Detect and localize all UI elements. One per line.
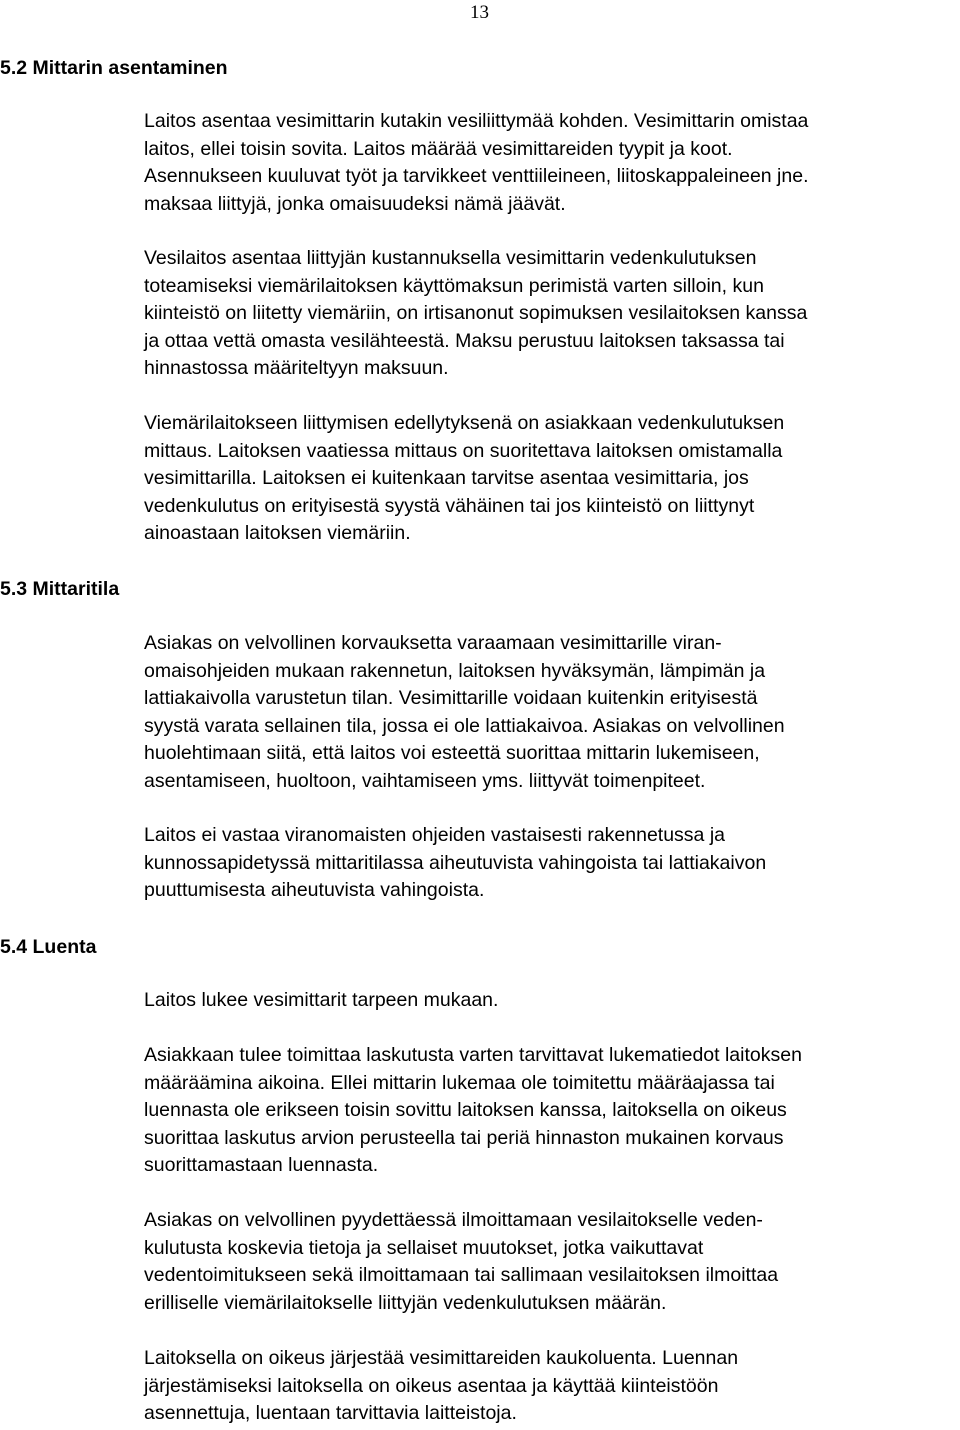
paragraph <box>144 630 944 795</box>
text-line: Asiakas on velvollinen pyydettäessä ilmoittamaan vesilaitokselle veden- <box>144 1209 763 1231</box>
text-line: asennettuja, luentaan tarvittavia laitteistoja. <box>144 1402 517 1424</box>
text-line: kiinteistö on liitetty viemäriin, on irtisanonut sopimuksen vesilaitoksen kanssa <box>144 302 808 324</box>
section-heading-5-3: 5.3 Mittaritila <box>0 578 120 600</box>
paragraph <box>144 410 944 548</box>
text-line: määräämina aikoina. Ellei mittarin lukemaa ole toimitettu määräajassa tai <box>144 1071 775 1094</box>
text-line: laitos, ellei toisin sovita. Laitos määrää vesimittareiden tyypit ja koot. <box>144 137 733 160</box>
text-line: Laitos lukee vesimittarit tarpeen mukaan. <box>144 989 499 1011</box>
text-line: syystä varata sellainen tila, jossa ei ole lattiakaivoa. Asiakas on velvollinen <box>144 714 785 737</box>
text-line: omaisohjeiden mukaan rakennetun, laitoksen hyväksymän, lämpimän ja <box>144 659 766 682</box>
section-heading-5-4: 5.4 Luenta <box>0 936 97 958</box>
section-heading-5-2: 5.2 Mittarin asentaminen <box>0 57 228 79</box>
text-line: asentamiseen, huoltoon, vaihtamiseen yms. liittyvät toimenpiteet. <box>144 769 706 792</box>
text-line: suorittamastaan luennasta. <box>144 1154 379 1176</box>
text-line: toteamiseksi viemärilaitoksen käyttömaksun perimistä varten silloin, kun <box>144 274 764 297</box>
text-line: vedentoimitukseen sekä ilmoittamaan tai sallimaan vesilaitoksen ilmoittaa <box>144 1264 779 1286</box>
paragraph <box>144 987 944 1015</box>
text-line: kulutusta koskevia tietoja ja sellaiset muutokset, jotka vaikuttavat <box>144 1236 704 1259</box>
paragraph <box>144 1207 944 1317</box>
paragraph <box>144 1345 944 1428</box>
text-line: ainoastaan laitoksen viemäriin. <box>144 522 411 544</box>
text-line: luennasta ole erikseen toisin sovittu laitoksen kanssa, laitoksella on oikeus <box>144 1099 787 1121</box>
paragraph <box>144 822 944 905</box>
text-line: Viemärilaitokseen liittymisen edellytyksenä on asiakkaan vedenkulutuksen <box>144 412 785 434</box>
text-line: Laitoksella on oikeus järjestää vesimittareiden kaukoluenta. Luennan <box>144 1347 739 1369</box>
text-line: Asiakkaan tulee toimittaa laskutusta varten tarvittavat lukematiedot laitoksen <box>144 1044 802 1066</box>
text-line: Asennukseen kuuluvat työt ja tarvikkeet venttiileineen, liitoskappaleineen jne. <box>144 165 809 187</box>
text-line: järjestämiseksi laitoksella on oikeus asentaa ja käyttää kiinteistöön <box>144 1374 719 1397</box>
paragraph <box>144 1042 944 1180</box>
text-line: Asiakas on velvollinen korvauksetta varaamaan vesimittarille viran- <box>144 632 722 654</box>
text-line: Laitos asentaa vesimittarin kutakin vesiliittymää kohden. Vesimittarin omistaa <box>144 110 809 132</box>
text-line: vedenkulutus on erityisestä syystä vähäinen tai jos kiinteistö on liittynyt <box>144 494 755 517</box>
text-line: erilliselle viemärilaitokselle liittyjän vedenkulutuksen määrän. <box>144 1291 667 1314</box>
text-line: Laitos ei vastaa viranomaisten ohjeiden vastaisesti rakennetussa ja <box>144 824 726 846</box>
text-line: suorittaa laskutus arvion perusteella tai periä hinnaston mukainen korvaus <box>144 1126 784 1149</box>
page-number: 13 <box>470 2 489 23</box>
text-line: lattiakaivolla varustetun tilan. Vesimittarille voidaan kuitenkin erityisestä <box>144 687 758 709</box>
paragraph <box>144 108 944 218</box>
text-line: hinnastossa määriteltyyn maksuun. <box>144 357 449 379</box>
text-line: puuttumisesta aiheutuvista vahingoista. <box>144 879 485 901</box>
text-line: ja ottaa vettä omasta vesilähteestä. Maksu perustuu laitoksen taksassa tai <box>144 329 785 352</box>
text-line: maksaa liittyjä, jonka omaisuudeksi nämä jäävät. <box>144 192 566 215</box>
text-line: mittaus. Laitoksen vaatiessa mittaus on suoritettava laitoksen omistamalla <box>144 439 783 462</box>
text-line: huolehtimaan siitä, että laitos voi esteettä suorittaa mittarin lukemiseen, <box>144 742 760 764</box>
paragraph <box>144 245 944 383</box>
text-line: vesimittarilla. Laitoksen ei kuitenkaan tarvitse asentaa vesimittaria, jos <box>144 467 749 489</box>
text-line: kunnossapidetyssä mittaritilassa aiheutuvista vahingoista tai lattiakaivon <box>144 851 767 874</box>
text-line: Vesilaitos asentaa liittyjän kustannuksella vesimittarin vedenkulutuksen <box>144 247 757 269</box>
